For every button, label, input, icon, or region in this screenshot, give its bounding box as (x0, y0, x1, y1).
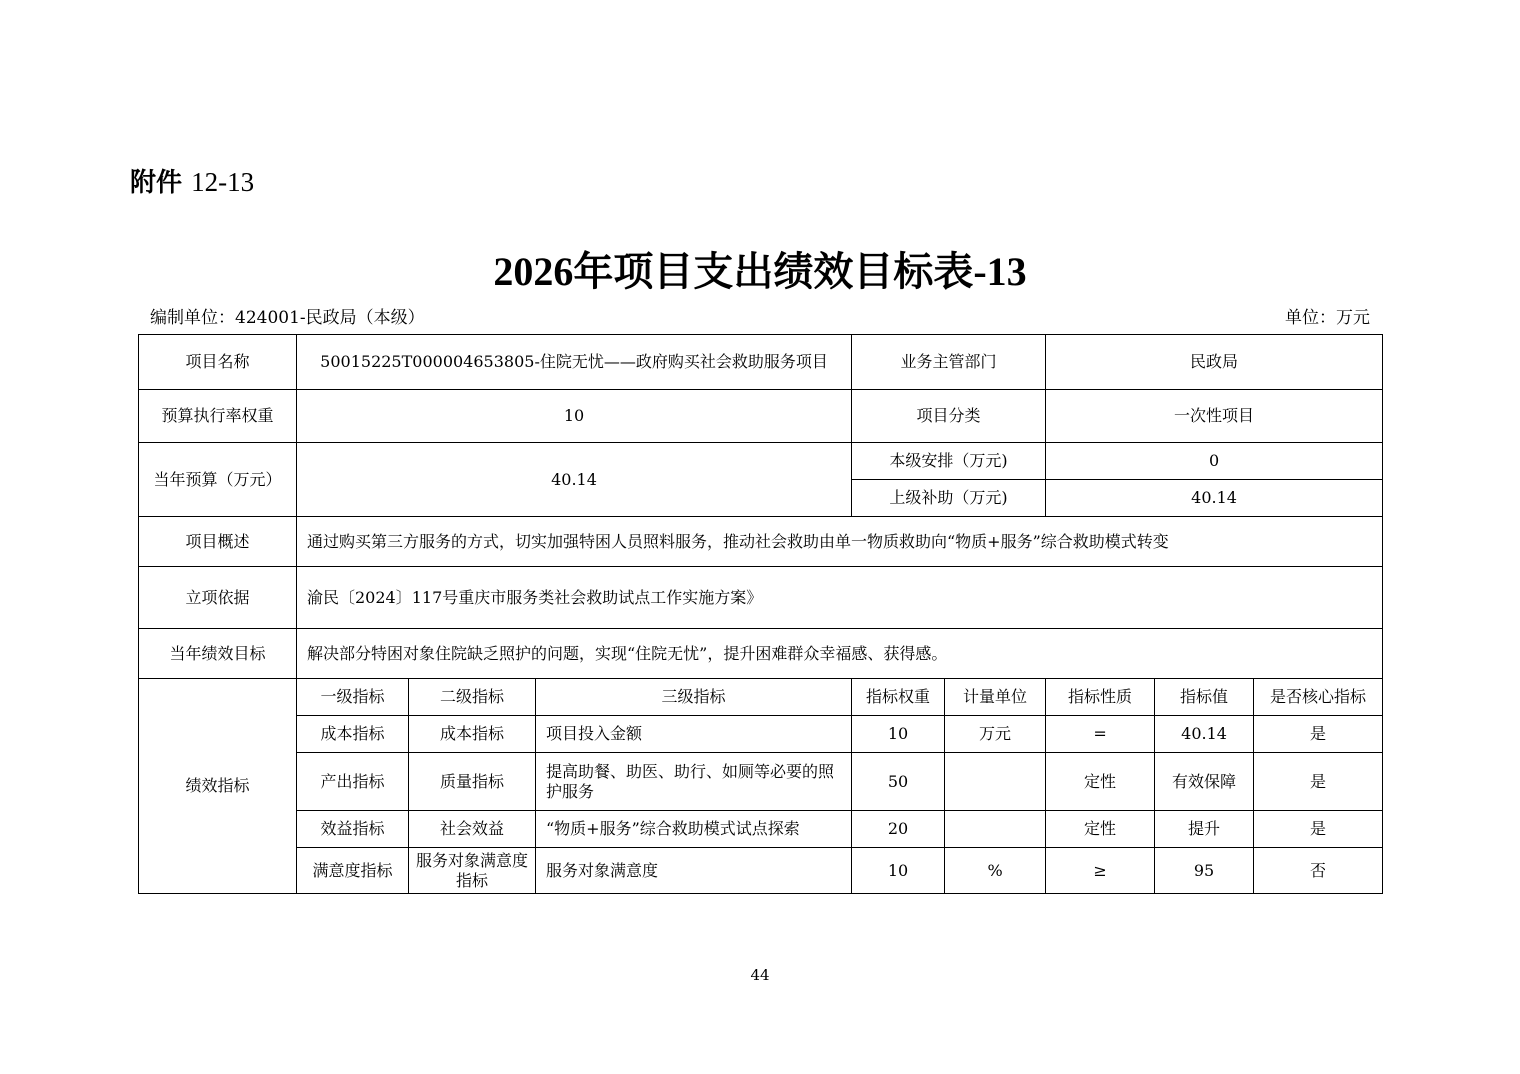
indicator-l1: 满意度指标 (297, 848, 409, 894)
indicator-core: 是 (1254, 753, 1383, 811)
table-row (139, 679, 1383, 716)
header-l3: 三级指标 (536, 679, 852, 716)
indicator-l1: 产出指标 (297, 753, 409, 811)
project-name-label: 项目名称 (139, 335, 297, 390)
dept-label: 业务主管部门 (852, 335, 1046, 390)
compiling-unit: 编制单位：424001-民政局（本级） (150, 308, 425, 328)
indicator-core: 否 (1254, 848, 1383, 894)
weight-value: 10 (297, 390, 852, 443)
basis-label: 立项依据 (139, 567, 297, 629)
indicator-unit: 万元 (945, 716, 1046, 753)
indicator-core: 是 (1254, 811, 1383, 848)
page-title: 2026年项目支出绩效目标表-13 (493, 249, 1027, 294)
indicator-value: 提升 (1155, 811, 1254, 848)
header-weight: 指标权重 (852, 679, 945, 716)
indicator-l3: 项目投入金额 (536, 716, 852, 753)
table-row (139, 753, 1383, 811)
dept-value: 民政局 (1046, 335, 1383, 390)
indicator-value: 95 (1155, 848, 1254, 894)
header-l2: 二级指标 (409, 679, 536, 716)
indicator-l2: 质量指标 (409, 753, 536, 811)
indicator-value: 有效保障 (1155, 753, 1254, 811)
goal-label: 当年绩效目标 (139, 629, 297, 679)
currency-unit: 单位：万元 (1285, 308, 1370, 328)
table-row (139, 335, 1383, 390)
goal-value: 解决部分特困对象住院缺乏照护的问题，实现“住院无忧”，提升困难群众幸福感、获得感。 (297, 629, 1383, 679)
header-nature: 指标性质 (1046, 679, 1155, 716)
table-row (139, 390, 1383, 443)
performance-table (138, 334, 1383, 894)
budget-label: 当年预算（万元） (139, 443, 297, 517)
header-l1: 一级指标 (297, 679, 409, 716)
overview-value: 通过购买第三方服务的方式，切实加强特困人员照料服务，推动社会救助由单一物质救助向“物质+服务”综合救助模式转变 (297, 517, 1383, 567)
table-row (139, 811, 1383, 848)
indicator-l2: 成本指标 (409, 716, 536, 753)
header-value: 指标值 (1155, 679, 1254, 716)
indicator-core: 是 (1254, 716, 1383, 753)
indicator-value: 40.14 (1155, 716, 1254, 753)
table-row (139, 443, 1383, 480)
indicator-l3: “物质+服务”综合救助模式试点探索 (536, 811, 852, 848)
table-row (139, 517, 1383, 567)
attachment-number: 12-13 (191, 167, 255, 197)
category-label: 项目分类 (852, 390, 1046, 443)
local-label: 本级安排（万元) (852, 443, 1046, 480)
indicator-label: 绩效指标 (139, 679, 297, 894)
indicator-weight: 20 (852, 811, 945, 848)
indicator-l1: 成本指标 (297, 716, 409, 753)
page-number: 44 (750, 966, 770, 984)
indicator-weight: 50 (852, 753, 945, 811)
attachment-label: 附件 12-13 (130, 167, 255, 198)
table-row (139, 567, 1383, 629)
budget-value: 40.14 (297, 443, 852, 517)
indicator-weight: 10 (852, 848, 945, 894)
table-row (139, 629, 1383, 679)
table-row (139, 848, 1383, 894)
upper-value: 40.14 (1046, 480, 1383, 517)
indicator-l2: 服务对象满意度指标 (409, 848, 536, 894)
header-core: 是否核心指标 (1254, 679, 1383, 716)
header-unit: 计量单位 (945, 679, 1046, 716)
project-name: 50015225T000004653805-住院无忧——政府购买社会救助服务项目 (297, 335, 852, 390)
indicator-l1: 效益指标 (297, 811, 409, 848)
indicator-l2: 社会效益 (409, 811, 536, 848)
upper-label: 上级补助（万元) (852, 480, 1046, 517)
indicator-l3: 提高助餐、助医、助行、如厕等必要的照护服务 (536, 753, 852, 811)
weight-label: 预算执行率权重 (139, 390, 297, 443)
indicator-nature: 定性 (1046, 811, 1155, 848)
overview-label: 项目概述 (139, 517, 297, 567)
category-value: 一次性项目 (1046, 390, 1383, 443)
indicator-unit: % (945, 848, 1046, 894)
indicator-unit (945, 811, 1046, 848)
indicator-nature: ≥ (1046, 848, 1155, 894)
indicator-nature: = (1046, 716, 1155, 753)
indicator-nature: 定性 (1046, 753, 1155, 811)
indicator-l3: 服务对象满意度 (536, 848, 852, 894)
local-value: 0 (1046, 443, 1383, 480)
table-row (139, 716, 1383, 753)
indicator-weight: 10 (852, 716, 945, 753)
basis-value: 渝民〔2024〕117号重庆市服务类社会救助试点工作实施方案》 (297, 567, 1383, 629)
indicator-unit (945, 753, 1046, 811)
